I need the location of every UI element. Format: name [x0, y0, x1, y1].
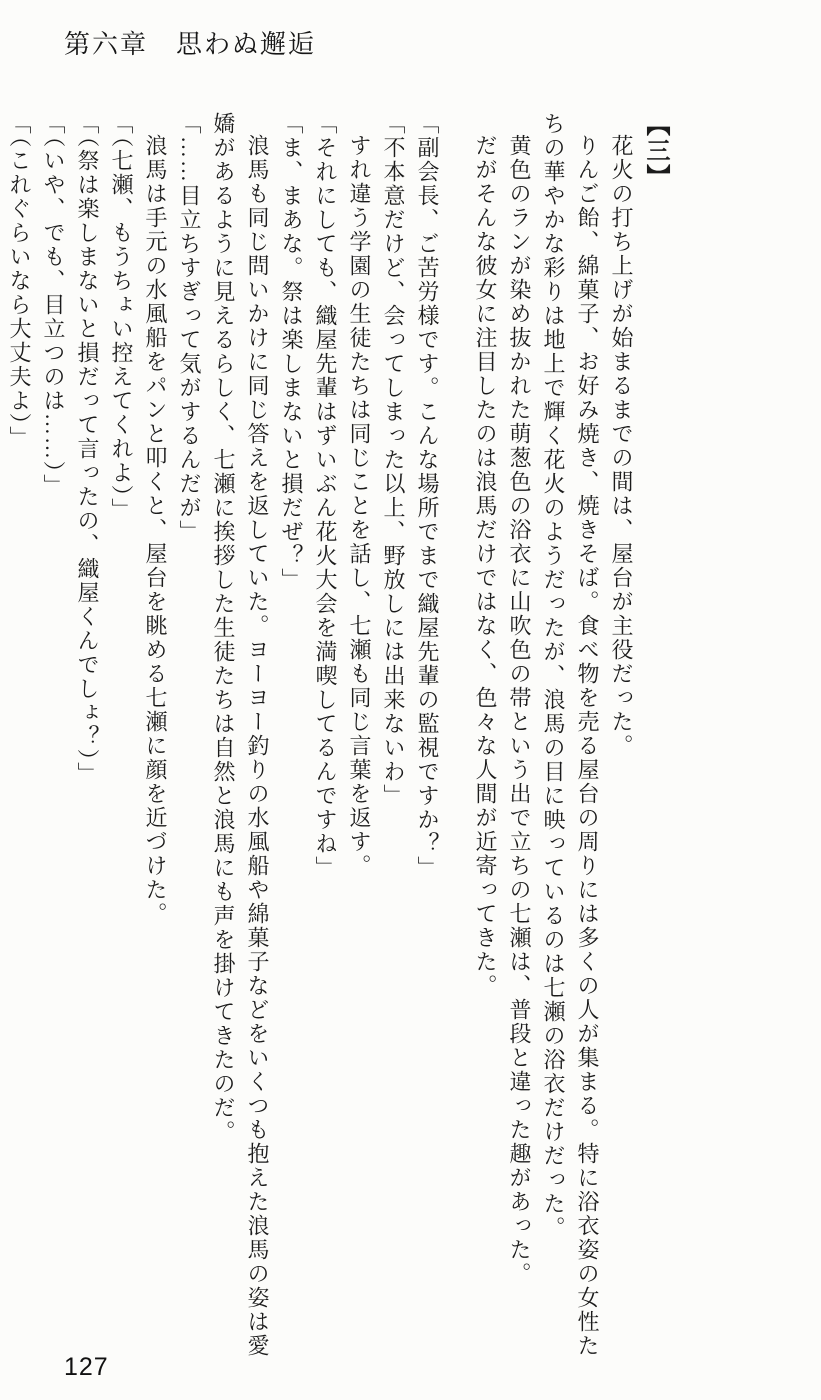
- narration-paragraph: 浪馬は手元の水風船をパンと叩くと、屋台を眺める七瀬に顔を近づけた。: [143, 134, 168, 926]
- narration-paragraph: りんご飴、綿菓子、お好み焼き、焼きそば。食べ物を売る屋台の周りには多くの人が集まる。特に浴衣姿の女性たちの華やかな彩りは地上で輝く花火のようだったが、浪馬の目に映っているのは七瀬の浴衣だけだった。: [541, 112, 600, 1358]
- dialogue-line: 「（七瀬、もうちょい控えてくれよ）」: [109, 112, 134, 522]
- dialogue-line: 「（これぐらいなら大丈夫よ）」: [7, 112, 32, 450]
- narration-paragraph: 浪馬も同じ問いかけに同じ答えを返していた。ヨーヨー釣りの水風船や綿菓子などをいくつも抱えた浪馬の姿は愛嬌があるように見えるらしく、七瀬に挨拶した生徒たちは自然と浪馬にも声を掛けてきたのだ。: [211, 112, 270, 1358]
- narration-paragraph: 花火の打ち上げが始まるまでの間は、屋台が主役だった。: [609, 134, 634, 758]
- dialogue-line: 「ま、まあな。祭は楽しまないと損だぜ？」: [279, 112, 304, 592]
- body-text: [2, 112, 765, 1360]
- dialogue-line: 「……目立ちすぎって気がするんだが」: [177, 112, 202, 544]
- dialogue-line: 「（祭は楽しまないと損だって言ったの、織屋くんでしょ？）」: [75, 112, 100, 786]
- dialogue-line: 「それにしても、織屋先輩はずいぶん花火大会を満喫してるんですね」: [313, 112, 338, 880]
- page-number: 127: [64, 1353, 109, 1381]
- section-number: 【三】: [642, 112, 668, 190]
- narration-paragraph: だがそんな彼女に注目したのは浪馬だけではなく、色々な人間が近寄ってきた。: [473, 134, 498, 998]
- dialogue-line: 「（いや、でも、目立つのは……）」: [41, 112, 66, 498]
- narration-paragraph: すれ違う学園の生徒たちは同じことを話し、七瀬も同じ言葉を返す。: [347, 134, 372, 878]
- dialogue-line: 「不本意だけど、会ってしまった以上、野放しには出来ないわ」: [381, 112, 406, 808]
- dialogue-line: 「副会長、ご苦労様です。こんな場所でまで織屋先輩の監視ですか？」: [415, 112, 440, 880]
- narration-paragraph: 黄色のランが染め抜かれた萌葱色の浴衣に山吹色の帯という出で立ちの七瀬は、普段と違った趣があった。: [507, 134, 532, 1286]
- chapter-heading: 第六章 思わぬ邂逅: [64, 30, 317, 59]
